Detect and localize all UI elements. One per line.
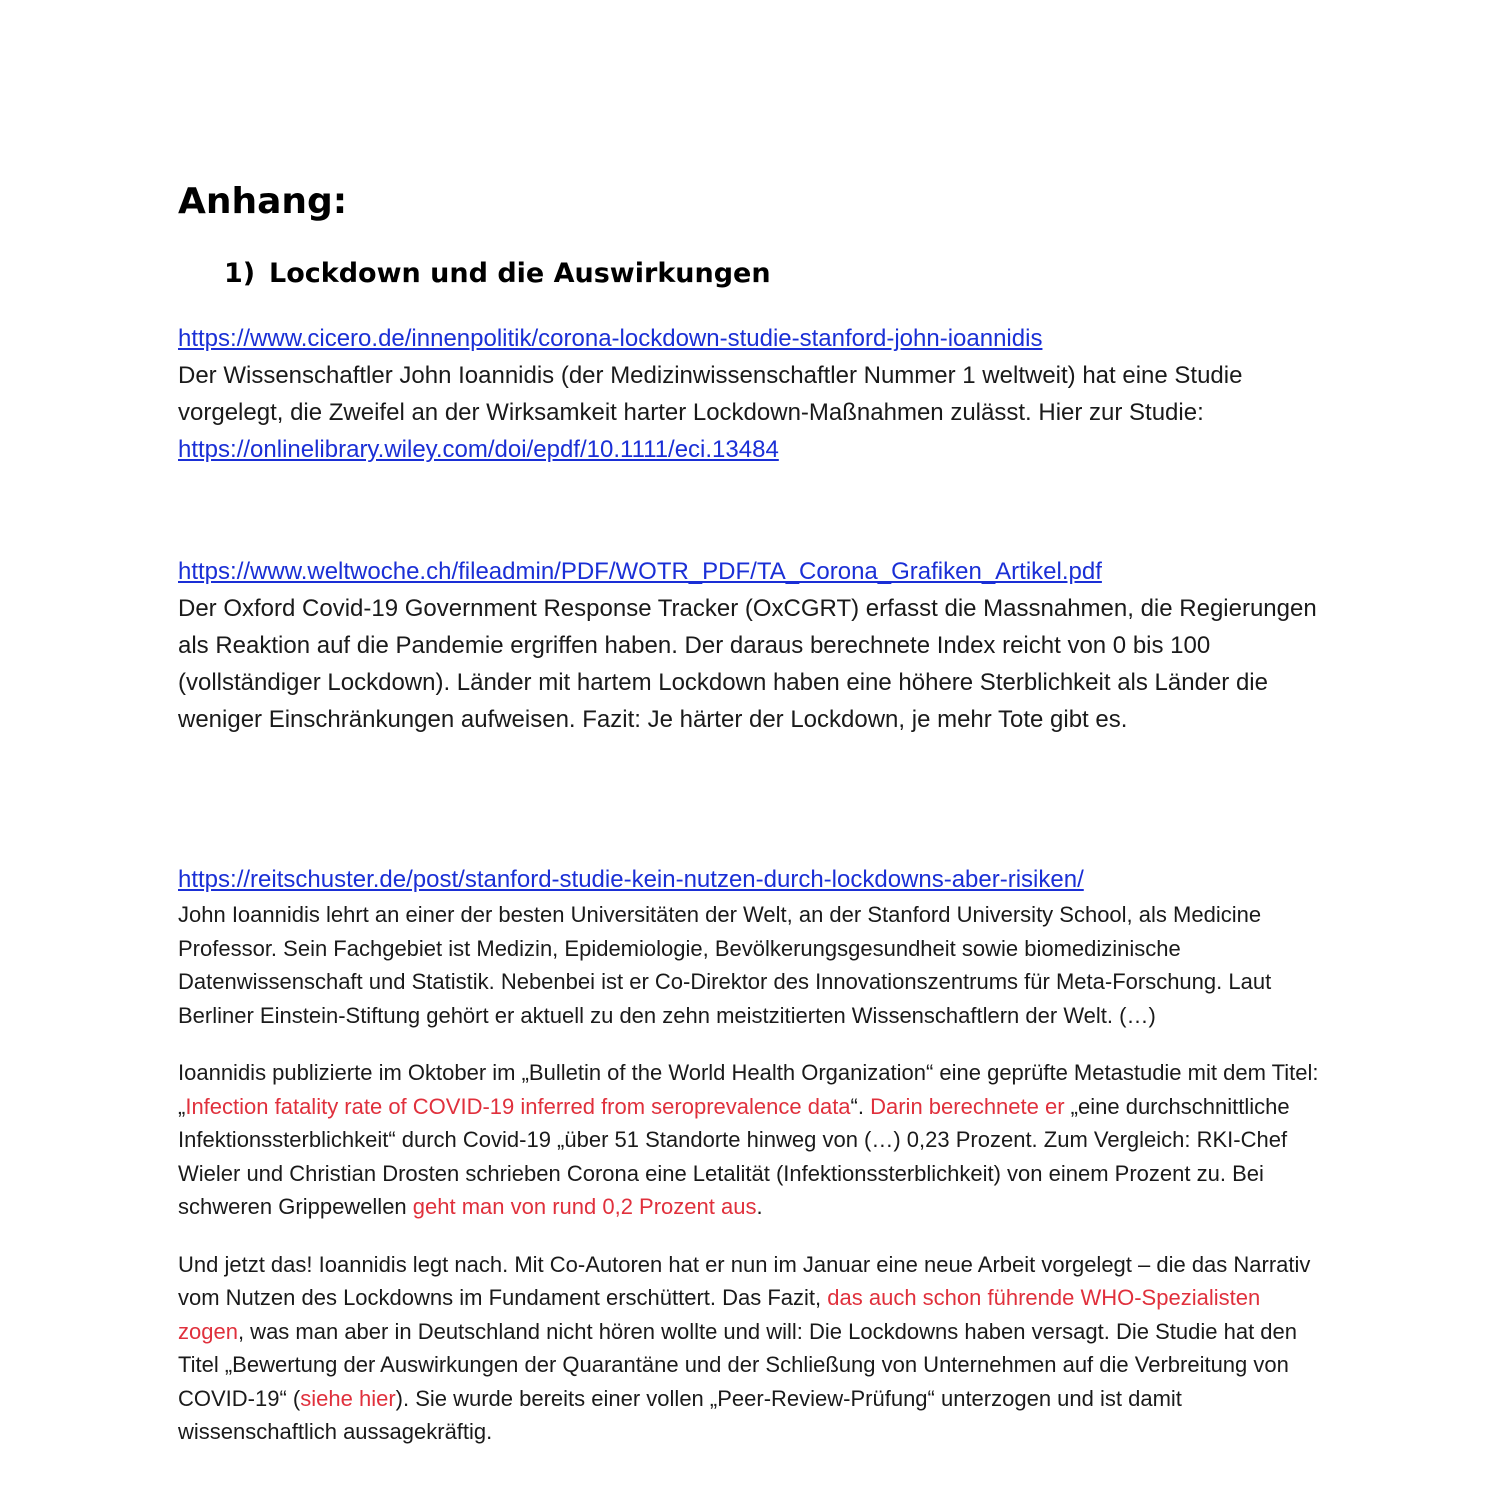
entry-reitschuster: [178, 861, 1328, 1449]
page-heading: Anhang:: [178, 181, 348, 222]
siehe-hier-link[interactable]: siehe hier: [300, 1385, 396, 1411]
cicero-link[interactable]: https://www.cicero.de/innenpolitik/corona-lockdown-studie-stanford-john-ioannidis: [178, 325, 1043, 352]
reitschuster-paragraph-3: Und jetzt das! Ioannidis legt nach. Mit Co-Autoren hat er nun im Januar eine neue Arbeit vorgelegt – die das Narrativ vom Nutzen des Lockdowns im Fundament erschüttert. Das Fazit, das auch schon führende WHO-Spezialisten zogen, was man aber in Deutschland nicht hören wollte und will: Die Lockdowns haben versagt. Die Studie hat den Titel „Bewertung der Auswirkungen der Quarantäne und der Schließung von Unternehmen auf die Verbreitung von COVID-19“ (siehe hier). Sie wurde bereits einer vollen „Peer-Review-Prüfung“ unterzogen und ist damit wissenschaftlich aussagekräftig.: [178, 1251, 1311, 1444]
section-title: Lockdown und die Auswirkungen: [269, 258, 771, 289]
entry-cicero: [178, 320, 1328, 468]
cicero-description: Der Wissenschaftler John Ioannidis (der Medizinwissenschaftler Nummer 1 weltweit) hat eine Studie vorgelegt, die Zweifel an der Wirksamkeit harter Lockdown-Maßnahmen zulässt. Hier zur Studie: https://onlinelibrary.wiley.com/doi/epdf/10.1111/eci.13484: [178, 362, 1243, 463]
reitschuster-link[interactable]: https://reitschuster.de/post/stanford-studie-kein-nutzen-durch-lockdowns-aber-risiken/: [178, 866, 1084, 893]
darin-berechnete-link[interactable]: Darin berechnete er: [870, 1093, 1065, 1119]
section-heading: [224, 256, 771, 292]
weltwoche-link[interactable]: https://www.weltwoche.ch/fileadmin/PDF/WOTR_PDF/TA_Corona_Grafiken_Artikel.pdf: [178, 558, 1102, 585]
reitschuster-paragraph-2: Ioannidis publizierte im Oktober im „Bulletin of the World Health Organization“ eine geprüfte Metastudie mit dem Titel: „Infection fatality rate of COVID-19 inferred from seroprevalence data“. Darin berechnete er „eine durchschnittliche Infektionssterblichkeit“ durch Covid-19 „über 51 Standorte hinweg von (…) 0,23 Prozent. Zum Vergleich: RKI-Chef Wieler und Christian Drosten schrieben Corona eine Letalität (Infektionssterblichkeit) von einem Prozent zu. Bei schweren Grippewellen geht man von rund 0,2 Prozent aus.: [178, 1060, 1319, 1219]
who-spezialisten-link[interactable]: das auch schon führende WHO-Spezialisten zogen: [178, 1285, 1261, 1344]
reitschuster-paragraph-1: John Ioannidis lehrt an einer der besten Universitäten der Welt, an der Stanford University School, als Medicine Professor. Sein Fachgebiet ist Medizin, Epidemiologie, Bevölkerungsgesundheit sowie biomedizinische Datenwissenschaft und Statistik. Nebenbei ist er Co-Direktor des Innovationszentrums für Meta-Forschung. Laut Berliner Einstein-Stiftung gehört er aktuell zu den zehn meistzitierten Wissenschaftlern der Welt. (…): [178, 902, 1272, 1028]
section-number: 1): [224, 258, 256, 289]
entry-weltwoche: [178, 553, 1328, 738]
weltwoche-description: Der Oxford Covid-19 Government Response Tracker (OxCGRT) erfasst die Massnahmen, die Regierungen als Reaktion auf die Pandemie ergriffen haben. Der daraus berechnete Index reicht von 0 bis 100 (vollständiger Lockdown). Länder mit hartem Lockdown haben eine höhere Sterblichkeit als Länder die weniger Einschränkungen aufweisen. Fazit: Je härter der Lockdown, je mehr Tote gibt es.: [178, 595, 1317, 733]
wiley-study-link[interactable]: https://onlinelibrary.wiley.com/doi/epdf/10.1111/eci.13484: [178, 436, 779, 463]
grippewellen-link[interactable]: geht man von rund 0,2 Prozent aus: [412, 1194, 757, 1219]
ifr-study-link[interactable]: Infection fatality rate of COVID-19 inferred from seroprevalence data: [185, 1093, 851, 1119]
